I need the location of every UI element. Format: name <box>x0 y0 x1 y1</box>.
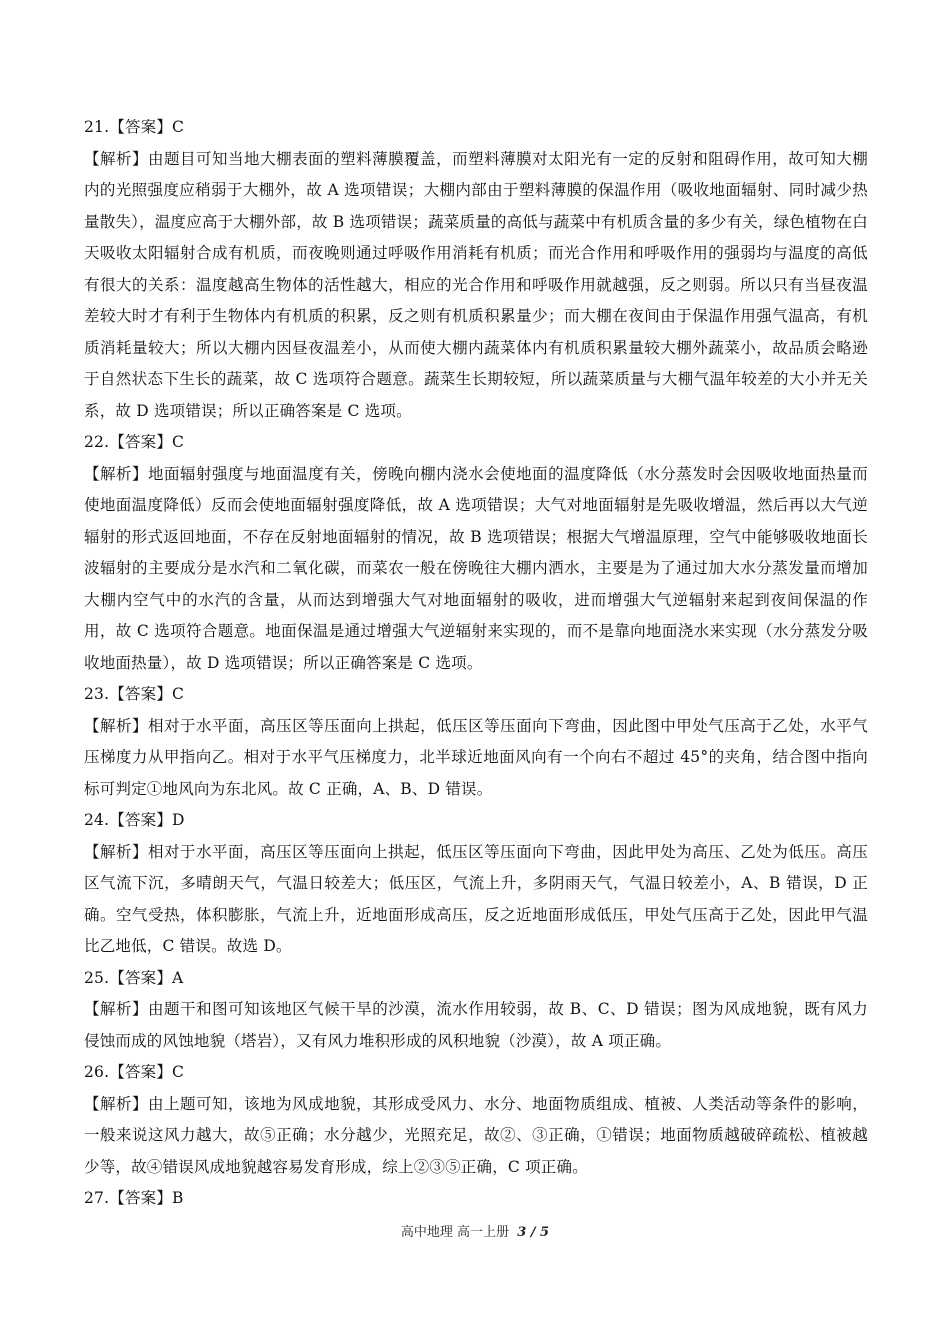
analysis-text: 【解析】相对于水平面，高压区等压面向上拱起，低压区等压面向下弯曲，因此甲处为高压、乙处为低压。高压区气流下沉，多晴朗天气，气温日较差大；低压区，气流上升，多阴雨天气，气温日较差小，A、B 错误，D 正确。空气受热，体积膨胀，气流上升，近地面形成高压，反之近地面形成低压，甲处气压高于乙处，因此甲气温比乙地低，C 错误。故选 D。 <box>84 842 868 955</box>
answer-label: 26.【答案】C <box>84 1063 185 1081</box>
footer-title: 高中地理 高一上册 <box>400 1225 510 1240</box>
answer-label: 23.【答案】C <box>84 685 185 703</box>
page-number: 3 / 5 <box>517 1225 550 1240</box>
answer-label: 22.【答案】C <box>84 433 185 451</box>
analysis-text: 【解析】由题干和图可知该地区气候干旱的沙漠，流水作用较弱，故 B、C、D 错误；图为风成地貌，既有风力侵蚀而成的风蚀地貌（塔岩），又有风力堆积形成的风积地貌（沙漠），故 A 项正确。 <box>84 1000 868 1050</box>
analysis-text: 【解析】地面辐射强度与地面温度有关，傍晚向棚内浇水会使地面的温度降低（水分蒸发时会因吸收地面热量而使地面温度降低）反而会使地面辐射强度降低，故 A 选项错误；大气对地面辐射是先吸收增温，然后再以大气逆辐射的形式返回地面，不存在反射地面辐射的情况，故 B 选项错误；根据大气增温原理，空气中能够吸收地面长波辐射的主要成分是水汽和二氧化碳，而菜农一般在傍晚往大棚内洒水，主要是为了通过加大水分蒸发量而增加大棚内空气中的水汽的含量，从而达到增强大气对地面辐射的吸收，进而增强大气逆辐射来起到夜间保温的作用，故 C 选项符合题意。地面保温是通过增强大气逆辐射来实现的，而不是靠向地面浇水来实现（水分蒸发分吸收地面热量），故 D 选项错误；所以正确答案是 C 选项。 <box>84 464 868 672</box>
question-item-24 <box>84 805 868 963</box>
analysis-text: 【解析】相对于水平面，高压区等压面向上拱起，低压区等压面向下弯曲，因此图中甲处气压高于乙处，水平气压梯度力从甲指向乙。相对于水平气压梯度力，北半球近地面风向有一个向右不超过 45°的夹角，结合图中指向标可判定①地风向为东北风。故 C 正确，A、B、D 错误。 <box>84 716 868 798</box>
answer-analysis-content <box>84 112 868 1215</box>
question-item-27 <box>84 1183 868 1215</box>
question-item-22 <box>84 427 868 679</box>
answer-label: 25.【答案】A <box>84 968 184 987</box>
question-item-21 <box>84 112 868 427</box>
answer-label: 21.【答案】C <box>84 118 185 136</box>
answer-label: 24.【答案】D <box>84 811 185 829</box>
question-item-25 <box>84 963 868 1058</box>
question-item-23 <box>84 679 868 805</box>
analysis-text: 【解析】由上题可知，该地为风成地貌，其形成受风力、水分、地面物质组成、植被、人类活动等条件的影响，一般来说这风力越大，故⑤正确；水分越少，光照充足，故②、③正确，①错误；地面物质越破碎疏松、植被越少等，故④错误风成地貌越容易发育形成，综上②③⑤正确，C 项正确。 <box>84 1094 868 1176</box>
question-item-26 <box>84 1057 868 1183</box>
analysis-text: 【解析】由题目可知当地大棚表面的塑料薄膜覆盖，而塑料薄膜对太阳光有一定的反射和阻碍作用，故可知大棚内的光照强度应稍弱于大棚外，故 A 选项错误；大棚内部由于塑料薄膜的保温作用（吸收地面辐射、同时减少热量散失），温度应高于大棚外部，故 B 选项错误；蔬菜质量的高低与蔬菜中有机质含量的多少有关，绿色植物在白天吸收太阳辐射合成有机质，而夜晚则通过呼吸作用消耗有机质；而光合作用和呼吸作用的强弱均与温度的高低有很大的关系：温度越高生物体的活性越大，相应的光合作用和呼吸作用就越强，反之则弱。所以只有当昼夜温差较大时才有利于生物体内有机质的积累，反之则有机质积累量少；而大棚在夜间由于保温作用强气温高，有机质消耗量较大；所以大棚内因昼夜温差小，从而使大棚内蔬菜体内有机质积累量较大棚外蔬菜小，故品质会略逊于自然状态下生长的蔬菜，故 C 选项符合题意。蔬菜生长期较短，所以蔬菜质量与大棚气温年较差的大小并无关系，故 D 选项错误；所以正确答案是 C 选项。 <box>84 149 868 420</box>
answer-label: 27.【答案】B <box>84 1189 184 1207</box>
page-footer <box>0 1224 950 1242</box>
